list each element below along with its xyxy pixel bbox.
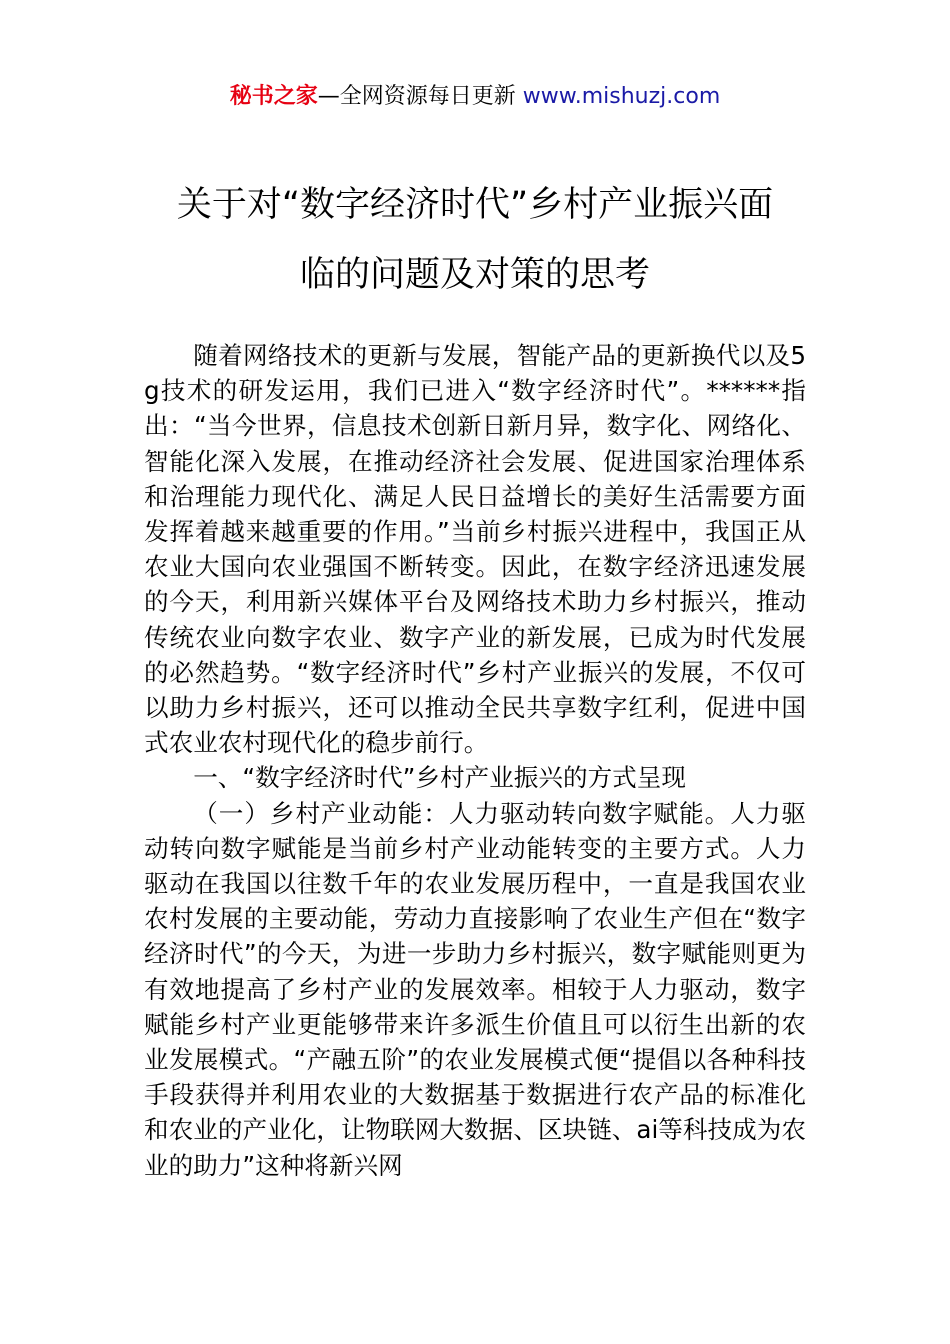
title-line-2: 临的问题及对策的思考: [299, 255, 650, 295]
intro-paragraph: 随着网络技术的更新与发展，智能产品的更新换代以及5g技术的研发运用，我们已进入“数字经济时代”。******指出：“当今世界，信息技术创新日新月异，数字化、网络化、智能化深入发展，在推动经济社会发展、促进国家治理体系和治理能力现代化、满足人民日益增长的美好生活需要方面发挥着越来越重要的作用。”当前乡村振兴进程中，我国正从农业大国向农业强国不断转变。因此，在数字经济迅速发展的今天，利用新兴媒体平台及网络技术助力乡村振兴，推动传统农业向数字农业、数字产业的新发展，已成为时代发展的必然趋势。“数字经济时代”乡村产业振兴的发展，不仅可以助力乡村振兴，还可以推动全民共享数字红利，促进中国式农业农村现代化的稳步前行。: [144, 341, 806, 758]
document-title: [100, 170, 850, 310]
site-name: 秘书之家: [229, 84, 318, 109]
site-url[interactable]: www.mishuzj.com: [522, 84, 721, 109]
site-header: [0, 82, 950, 112]
section-heading-1: 一、“数字经济时代”乡村产业振兴的方式呈现: [193, 763, 686, 793]
site-tagline: —全网资源每日更新: [317, 84, 523, 109]
subsection-paragraph-1: （一）乡村产业动能：人力驱动转向数字赋能。人力驱动转向数字赋能是当前乡村产业动能转变的主要方式。人力驱动在我国以往数千年的农业发展历程中，一直是我国农业农村发展的主要动能，劳动力直接影响了农业生产但在“数字经济时代”的今天，为进一步助力乡村振兴，数字赋能则更为有效地提高了乡村产业的发展效率。相较于人力驱动，数字赋能乡村产业更能够带来许多派生价值且可以衍生出新的农业发展模式。“产融五阶”的农业发展模式便“提倡以各种科技手段获得并利用农业的大数据基于数据进行农产品的标准化和农业的产业化，让物联网大数据、区块链、ai等科技成为农业的助力”这种将新兴网: [144, 798, 806, 1180]
title-line-1: 关于对“数字经济时代”乡村产业振兴面: [176, 185, 774, 225]
document-body: [144, 338, 806, 1183]
